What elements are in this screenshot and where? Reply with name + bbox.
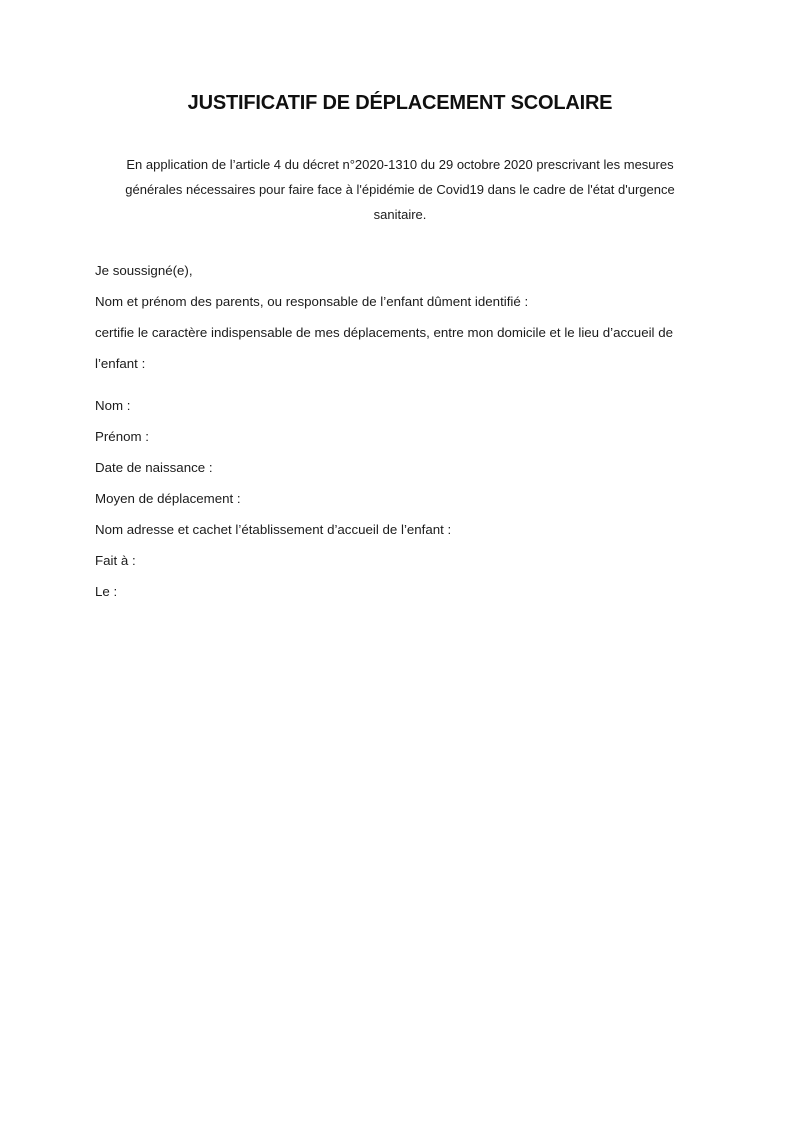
fields-section (95, 390, 707, 607)
field-label-date-de-naissance: Date de naissance : (95, 460, 213, 475)
preamble-line-certifie: certifie le caractère indispensable de mes déplacements, entre mon domicile et le lieu d’accueil de l’enfant : (95, 325, 673, 371)
field-label-moyen-de-deplacement: Moyen de déplacement : (95, 491, 241, 506)
field-label-prenom: Prénom : (95, 429, 149, 444)
field-label-etablissement-accueil: Nom adresse et cachet l’établissement d’accueil de l’enfant : (95, 522, 452, 537)
document-body (95, 255, 707, 607)
intro-paragraph: En application de l’article 4 du décret n°2020-1310 du 29 octobre 2020 prescrivant les mesures générales nécessaires pour faire face à l'épidémie de Covid19 dans le cadre de l'état d'urgence sanitaire. (125, 157, 675, 222)
document-title: JUSTIFICATIF DE DÉPLACEMENT SCOLAIRE (187, 92, 613, 114)
field-label-fait-a: Fait à : (95, 553, 136, 568)
preamble-line-je-soussigne: Je soussigné(e), (95, 263, 193, 278)
preamble-line-nom-prenom-parents: Nom et prénom des parents, ou responsable de l’enfant dûment identifié : (95, 294, 529, 309)
field-label-nom: Nom : (95, 398, 131, 413)
preamble-section (95, 255, 707, 379)
field-label-le: Le : (95, 584, 118, 599)
